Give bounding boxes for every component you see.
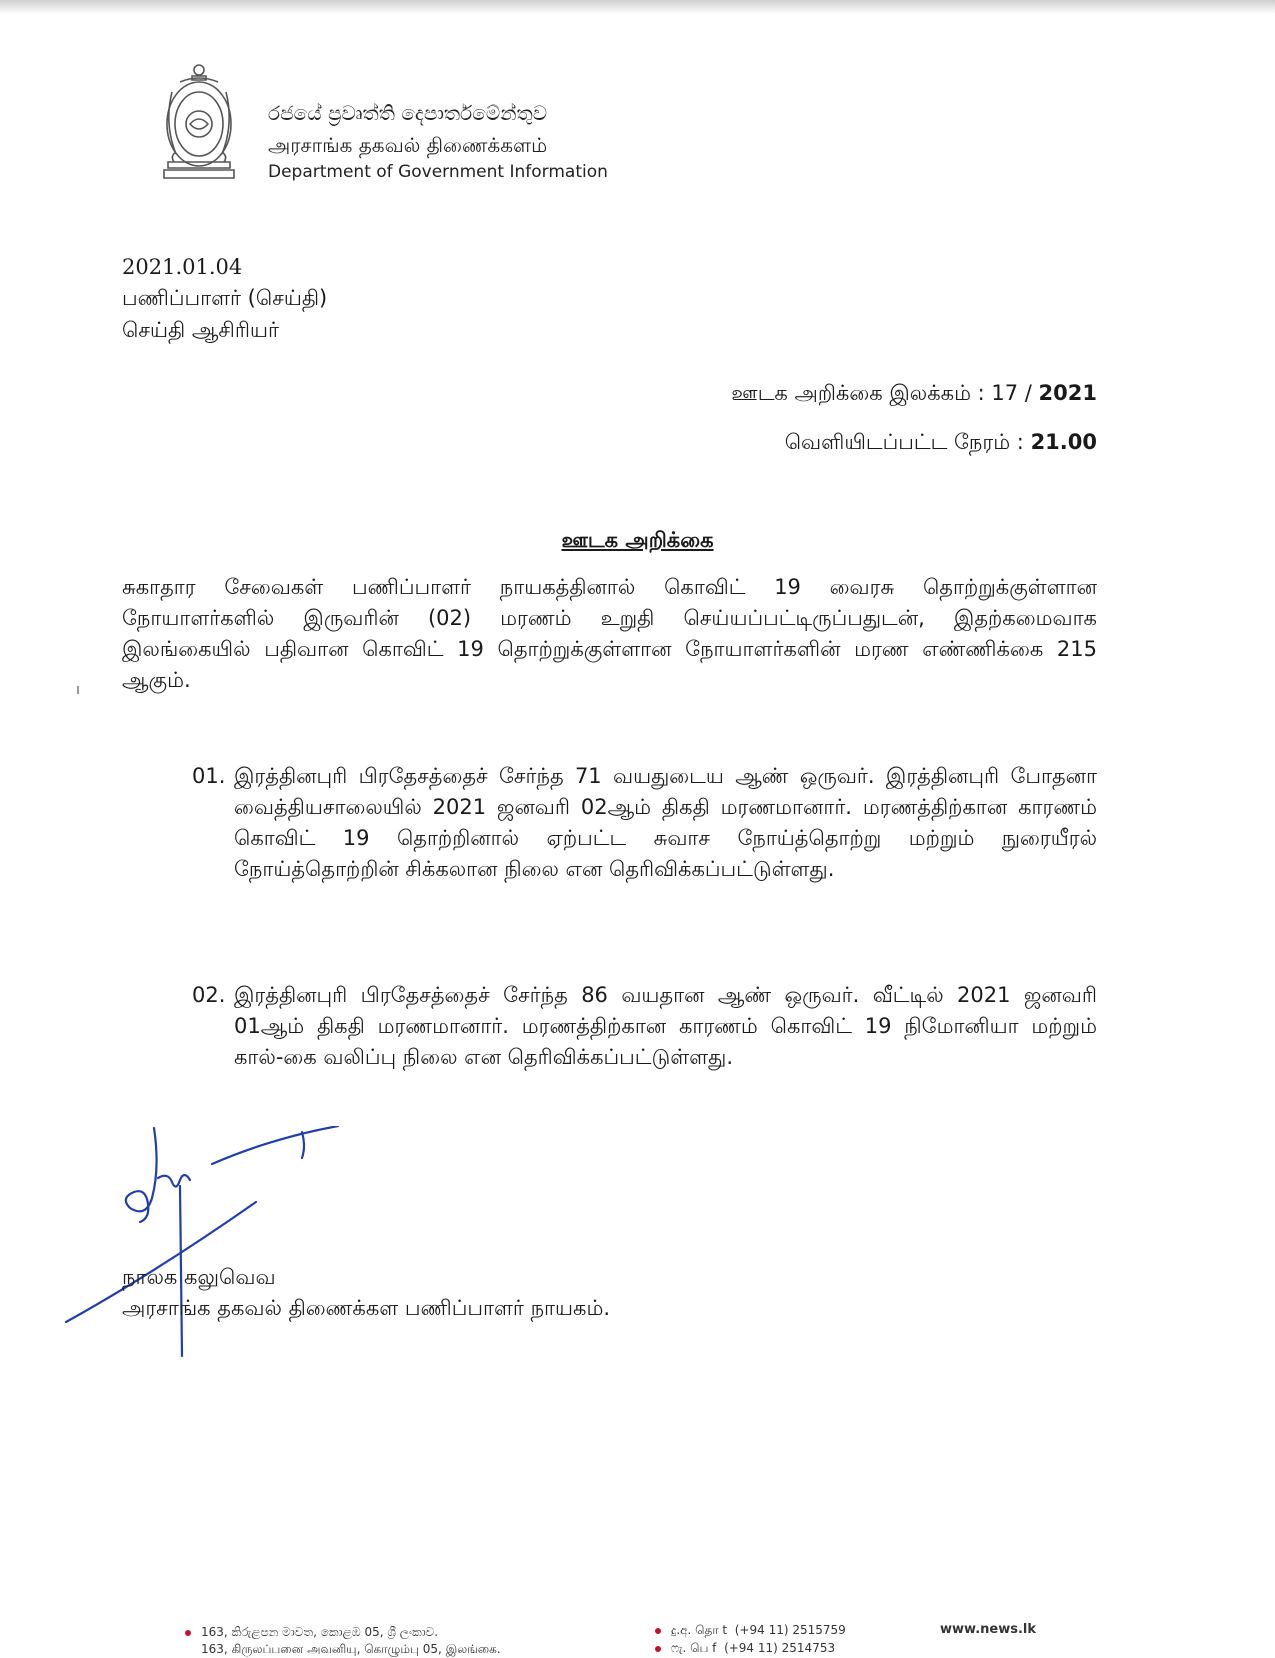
bullet-icon	[185, 1630, 191, 1636]
org-name-english: Department of Government Information	[268, 162, 608, 182]
release-number-year: 2021	[1038, 381, 1097, 405]
release-time-label: வெளியிடப்பட்ட நேரம் :	[784, 430, 1024, 454]
list-item	[192, 980, 1097, 1073]
signer-title: அரசாங்க தகவல் திணைக்கள பணிப்பாளர் நாயகம்.	[122, 1296, 611, 1320]
release-number	[731, 381, 1097, 408]
release-time-value: 21.00	[1030, 430, 1097, 454]
handwritten-signature	[62, 1126, 352, 1376]
scan-speck	[77, 686, 79, 694]
list-item	[192, 761, 1097, 885]
footer-address-tamil: 163, கிருலப்பனை அவனியு, கொழும்பு 05, இலங்கை.	[201, 1642, 501, 1656]
org-name-sinhala: රජයේ ප්‍රවෘත්ති දෙපාර්තමේන්තුව	[268, 101, 548, 125]
national-emblem-icon	[158, 62, 240, 184]
signer-name: நாலக கலுவெவ	[122, 1265, 276, 1289]
letter-date: 2021.01.04	[122, 255, 243, 279]
footer-address-sinhala: 163, කිරුළපන මාවත, කොළඹ 05, ශ්‍රී ලංකාව.	[185, 1625, 438, 1640]
bullet-icon	[655, 1646, 661, 1652]
footer-telephone: දු.අ. தொ t (+94 11) 2515759	[655, 1623, 846, 1639]
intro-paragraph: சுகாதார சேவைகள் பணிப்பாளர் நாயகத்தினால் கொவிட் 19 வைரசு தொற்றுக்குள்ளான நோயாளர்களில் இருவரின் (02) மரணம் உறுதி செய்யப்பட்டிருப்பதுடன், இதற்கமைவாக இலங்கையில் பதிவான கொவிட் 19 தொற்றுக்குள்ளான நோயாளர்களின் மரண எண்ணிக்கை 215 ஆகும்.	[122, 575, 1097, 692]
release-time	[785, 430, 1097, 457]
release-number-label: ஊடக அறிக்கை இலக்கம் : 17 /	[731, 381, 1032, 405]
list-item-text: இரத்தினபுரி பிரதேசத்தைச் சேர்ந்த 86 வயதான ஆண் ஒருவர். வீட்டில் 2021 ஜனவரி 01ஆம் திகதி மரணமானார். மரணத்திற்கான காரணம் கொவிட் 19 நிமோனியா மற்றும் கால்-கை வலிப்பு நிலை என தெரிவிக்கப்பட்டுள்ளது.	[234, 983, 1097, 1069]
footer-website-link[interactable]: www.news.lk	[940, 1622, 1036, 1637]
footer-fax: ෆැ. பெ f (+94 11) 2514753	[655, 1641, 835, 1657]
bullet-icon	[655, 1628, 661, 1634]
org-name-tamil: அரசாங்க தகவல் திணைக்களம்	[268, 133, 548, 157]
list-item-text: இரத்தினபுரி பிரதேசத்தைச் சேர்ந்த 71 வயதுடைய ஆண் ஒருவர். இரத்தினபுரி போதனா வைத்தியசாலையில் 2021 ஜனவரி 02ஆம் திகதி மரணமானார். மரணத்திற்கான காரணம் கொவிட் 19 தொற்றினால் ஏற்பட்ட சுவாச நோய்த்தொற்று மற்றும் நுரையீரல் நோய்த்தொற்றின் சிக்கலான நிலை என தெரிவிக்கப்பட்டுள்ளது.	[234, 764, 1097, 881]
recipient-line-2: செய்தி ஆசிரியர்	[122, 318, 279, 342]
list-item-number: 01.	[192, 764, 226, 788]
scan-edge	[0, 0, 1275, 14]
list-item-number: 02.	[192, 983, 226, 1007]
document-title: ஊடக அறிக்கை	[561, 528, 714, 552]
recipient-line-1: பணிப்பாளர் (செய்தி)	[122, 286, 328, 310]
